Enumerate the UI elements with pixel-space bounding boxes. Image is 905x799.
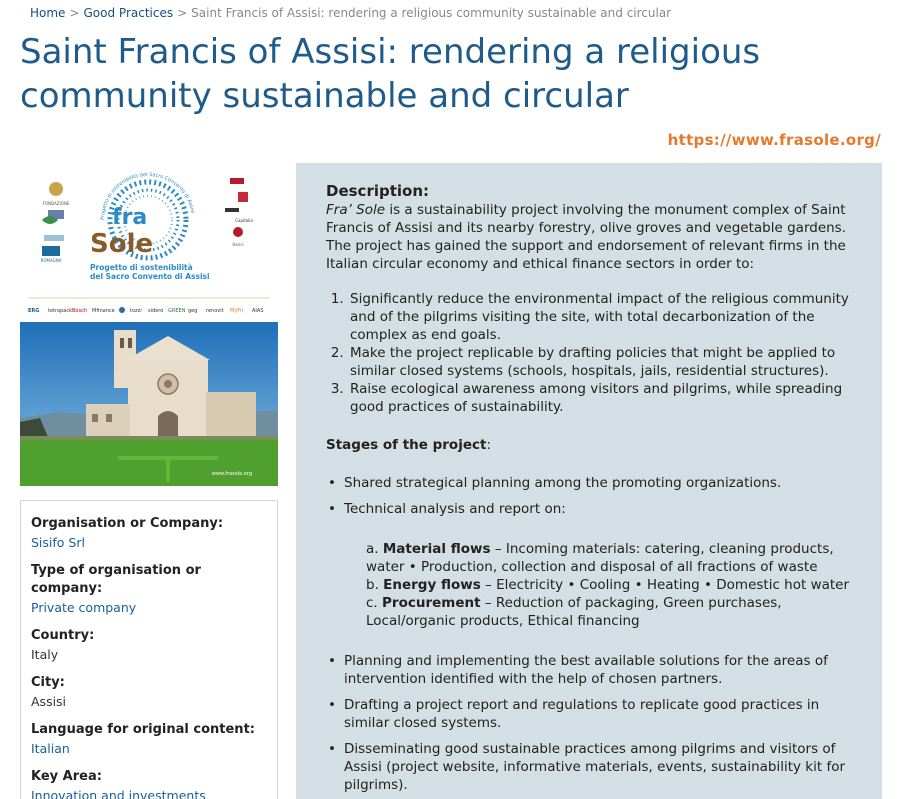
description-heading: Description:	[326, 182, 430, 200]
energy-flows-item	[366, 576, 852, 594]
logo-fra-text: fra	[112, 205, 148, 230]
stages-heading-text: Stages of the project	[326, 437, 487, 453]
logo-tagline-1: Progetto di sostenibilità	[90, 263, 193, 272]
sponsor-left-4: ROMAGNA	[40, 258, 62, 263]
stage-item	[344, 500, 852, 630]
organisation-type-field	[31, 562, 267, 617]
key-area-label: Key Area:	[31, 769, 102, 784]
stages-list	[344, 474, 852, 794]
technical-analysis-subitems	[366, 540, 852, 630]
page-title: Saint Francis of Assisi: rendering a religious community sustainable and circular	[20, 32, 761, 116]
city-field	[31, 674, 267, 711]
goal-item: 3. Raise ecological awareness among visitors and pilgrims, while spreading good practices of sustainability.	[348, 380, 852, 416]
sponsor-bottom-10: renovit	[206, 308, 224, 314]
project-logo-image	[20, 160, 278, 322]
key-area-value-link[interactable]: Innovation and investments	[31, 788, 206, 799]
material-flows-label: Material flows	[382, 541, 491, 557]
energy-flows-text: – Electricity • Cooling • Heating • Domestic hot water	[480, 577, 850, 593]
sponsor-left-1: FONDAZIONE	[42, 201, 70, 206]
description-intro-text: is a sustainability project involving the monument complex of Saint Francis of Assisi and its nearby forestry, olive groves and vegetable gardens. The project has gained the support and endorsement of relevant firms in the Italian circular economy and ethical finance sectors in order to:	[326, 202, 847, 272]
city-value: Assisi	[31, 694, 67, 709]
organisation-field	[31, 515, 267, 552]
stage-item: • Disseminating good sustainable practices among pilgrims and visitors of Assisi (project website, informative materials, events, sustainability kit for pilgrims).	[344, 740, 852, 794]
stage-item: • Shared strategical planning among the promoting organizations.	[344, 474, 852, 492]
project-name: Fra’ Sole	[326, 202, 386, 218]
sub-prefix: a.	[366, 541, 383, 557]
project-website-link[interactable]: https://www.frasole.org/	[667, 131, 881, 149]
breadcrumb-home-link[interactable]: Home	[30, 6, 66, 20]
organisation-details-card	[20, 500, 278, 799]
sponsor-right-3: Capitalia	[235, 218, 253, 223]
sponsor-bottom-1: ERG	[28, 308, 40, 314]
material-flows-text: – Incoming materials: catering, cleaning products, water • Production, collection and disposal of all fractions of waste	[366, 541, 834, 575]
country-value: Italy	[31, 647, 59, 662]
description-intro	[326, 201, 852, 273]
sponsor-bottom-3: Bosch	[72, 308, 88, 314]
city-label: City:	[31, 675, 65, 690]
language-label: Language for original content:	[31, 722, 255, 737]
goal-item: 1. Significantly reduce the environmental impact of the religious community and of the pilgrims visiting the site, with total decarbonization of the complex as end goals.	[348, 290, 852, 344]
basilica-photo	[20, 322, 278, 486]
logo-ring-text: Progetto di sostenibilità del Sacro Convento di Assisi	[99, 171, 196, 221]
sponsor-bottom-7: sidero	[148, 308, 164, 314]
breadcrumb-current: Saint Francis of Assisi: rendering a religious community sustainable and circular	[191, 6, 672, 20]
procurement-item	[366, 594, 852, 630]
language-value-link[interactable]: Italian	[31, 741, 70, 756]
goals-list	[348, 290, 852, 416]
country-field	[31, 627, 267, 664]
sponsor-right-4: Assisi	[232, 242, 244, 247]
breadcrumb-separator: >	[69, 6, 80, 20]
logo-sole-text: Sole	[90, 229, 154, 259]
organisation-value-link[interactable]: Sisifo Srl	[31, 535, 85, 550]
organisation-type-value-link[interactable]: Private company	[31, 600, 137, 615]
breadcrumb-separator: >	[177, 6, 188, 20]
key-area-field	[31, 768, 267, 799]
stage-item-text: Technical analysis and report on:	[344, 501, 566, 517]
basilica-illustration	[20, 322, 278, 486]
sponsor-bottom-6: tozzi	[130, 308, 142, 314]
breadcrumb	[30, 6, 671, 20]
stages-heading-colon: :	[486, 437, 492, 453]
energy-flows-label: Energy flows	[383, 577, 481, 593]
sponsor-bottom-8: GREEN	[168, 308, 186, 314]
stage-item: • Drafting a project report and regulations to replicate good practices in similar closed systems.	[344, 696, 852, 732]
procurement-text: – Reduction of packaging, Green purchases, Local/organic products, Ethical financing	[366, 595, 782, 629]
organisation-type-label: Type of organisation or company:	[31, 563, 201, 596]
goal-item: 2. Make the project replicable by drafting policies that might be applied to similar closed systems (schools, hospitals, jails, residential structures).	[348, 344, 852, 380]
country-label: Country:	[31, 628, 95, 643]
frasole-logo-graphic	[20, 160, 278, 322]
sub-prefix: b.	[366, 577, 384, 593]
sub-prefix: c.	[366, 595, 383, 611]
procurement-label: Procurement	[382, 595, 481, 611]
language-field	[31, 721, 267, 758]
sponsor-bottom-12: AIAS	[252, 308, 264, 314]
breadcrumb-good-practices-link[interactable]: Good Practices	[83, 6, 174, 20]
sponsor-bottom-2: tetrapack	[48, 308, 72, 314]
organisation-label: Organisation or Company:	[31, 516, 224, 531]
description-panel	[296, 163, 882, 799]
photo-watermark: www.frasole.org	[211, 471, 252, 477]
sponsor-bottom-4: Mfinance	[92, 308, 115, 314]
sponsor-bottom-11: MyFri	[230, 308, 244, 314]
stage-item: • Planning and implementing the best available solutions for the areas of intervention identified with the help of chosen partners.	[344, 652, 852, 688]
logo-tagline-2: del Sacro Convento di Assisi	[90, 272, 210, 281]
material-flows-item	[366, 540, 852, 576]
stages-heading	[326, 436, 852, 454]
sponsor-bottom-9: geg	[188, 308, 198, 314]
